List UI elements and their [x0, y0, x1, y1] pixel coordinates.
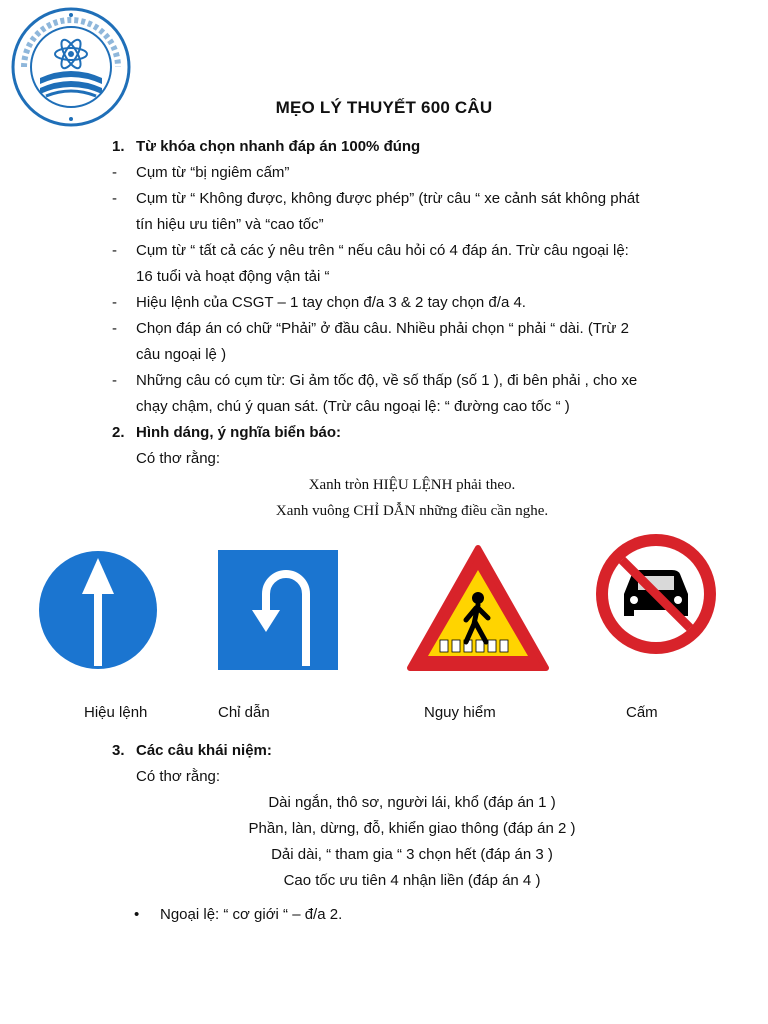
sign-caption: Hiệu lệnh [84, 704, 148, 721]
list-item-text: Chọn đáp án có chữ “Phải” ở đầu câu. Nhiều phải chọn “ phải “ dài. (Trừ 2 [136, 320, 629, 337]
list-item-text-cont: 16 tuổi và hoạt động vận tải “ [136, 268, 330, 285]
list-item: - Những câu có cụm từ: Gi ảm tốc độ, về số thấp (số 1 ), đi bên phải , cho xe chạy chậm, chú ý quan sát. (Trừ câu ngoại lệ: “ đường cao tốc “ ) [112, 372, 638, 415]
sign-caption: Chỉ dẫn [218, 704, 270, 721]
ahead-only-sign-icon [38, 550, 158, 670]
section-1-number: 1. [112, 138, 125, 155]
list-item-text-cont: câu ngoại lệ ) [136, 346, 227, 363]
bullet-icon: • [134, 906, 140, 923]
section-1 [112, 134, 712, 524]
list-item: - Cụm từ “ Không được, không được phép” (trừ câu “ xe cảnh sát không phát tín hiệu ưu tiên” và “cao tốc” [112, 190, 640, 233]
section-3-heading-text: Các câu khái niệm: [136, 742, 272, 759]
poem-line: Xanh vuông CHỈ DẪN những điều cần nghe. [275, 503, 549, 519]
section-3-heading [112, 738, 712, 764]
list-item-text: Những câu có cụm từ: Gi ảm tốc độ, về số thấp (số 1 ), đi bên phải , cho xe [136, 372, 638, 389]
list-item: - Cụm từ “bị ngiêm cấm” [112, 164, 290, 181]
sign-caption: Cấm [626, 704, 658, 721]
poem-line: Cao tốc ưu tiên 4 nhận liền (đáp án 4 ) [283, 872, 541, 889]
section-2-intro: Có thơ rằng: [136, 450, 221, 467]
pedestrian-warning-sign-icon [406, 542, 550, 674]
sign-caption: Nguy hiểm [424, 704, 496, 721]
list-item-text-cont: tín hiệu ưu tiên” và “cao tốc” [136, 216, 324, 233]
list-item-text-cont: chạy chậm, chú ý quan sát. (Trừ câu ngoại lệ: “ đường cao tốc “ ) [136, 398, 570, 415]
section-1-heading-text: Từ khóa chọn nhanh đáp án 100% đúng [136, 138, 421, 155]
list-item-text: Cụm từ “bị ngiêm cấm” [136, 164, 290, 181]
section-2-number: 2. [112, 424, 125, 441]
list-item-text: Cụm từ “ Không được, không được phép” (trừ câu “ xe cảnh sát không phát [136, 190, 640, 207]
poem-line: Xanh tròn HIỆU LỆNH phải theo. [308, 477, 516, 493]
list-item-text: Cụm từ “ tất cả các ý nêu trên “ nếu câu hỏi có 4 đáp án. Trừ câu ngoại lệ: [136, 242, 629, 259]
poem-line: Dải dài, “ tham gia “ 3 chọn hết (đáp án 3 ) [271, 846, 553, 863]
section-1-heading [112, 134, 712, 160]
poem-line: Phần, làn, dừng, đỗ, khiển giao thông (đáp án 2 ) [248, 820, 576, 837]
poem-line: Dài ngắn, thô sơ, người lái, khổ (đáp án 1 ) [268, 794, 556, 811]
section-2-heading [112, 420, 712, 446]
section-2-heading-text: Hình dáng, ý nghĩa biển báo: [136, 424, 341, 441]
u-turn-guide-sign-icon [218, 550, 338, 670]
section-3-number: 3. [112, 742, 125, 759]
no-cars-sign-icon [594, 532, 718, 656]
bullet-text: Ngoại lệ: “ cơ giới “ – đ/a 2. [160, 906, 343, 923]
list-item: - Chọn đáp án có chữ “Phải” ở đầu câu. Nhiều phải chọn “ phải “ dài. (Trừ 2 câu ngoại lệ ) [112, 320, 629, 363]
list-item-text: Hiệu lệnh của CSGT – 1 tay chọn đ/a 3 & 2 tay chọn đ/a 4. [136, 294, 526, 311]
list-item: - Hiệu lệnh của CSGT – 1 tay chọn đ/a 3 & 2 tay chọn đ/a 4. [112, 294, 526, 311]
section-3 [112, 738, 712, 928]
list-item: - Cụm từ “ tất cả các ý nêu trên “ nếu câu hỏi có 4 đáp án. Trừ câu ngoại lệ: 16 tuổi và hoạt động vận tải “ [112, 242, 629, 285]
list-item [112, 902, 712, 928]
section-3-intro: Có thơ rằng: [136, 768, 221, 785]
page-title: MẸO LÝ THUYẾT 600 CÂU [275, 98, 493, 117]
